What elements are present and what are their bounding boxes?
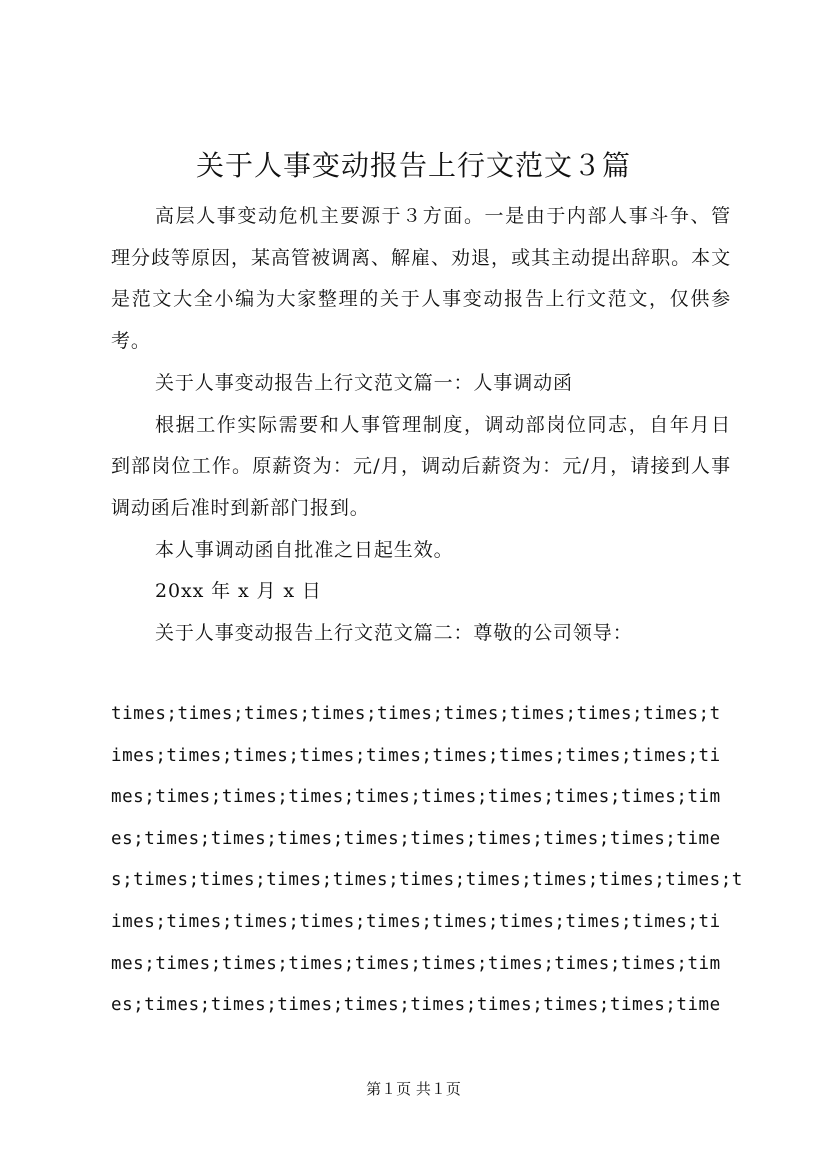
repeated-text-line: mes;times;times;times;times;times;times;times;times;tim bbox=[111, 787, 721, 808]
document-title: 关于人事变动报告上行文范文３篇 bbox=[195, 149, 631, 182]
intro-paragraph: 高层人事变动危机主要源于３方面。一是由于内部人事斗争、管理分歧等原因，某高管被调离、解雇、劝退，或其主动提出辞职。本文是范文大全小编为大家整理的关于人事变动报告上行文范文，仅供参考。 bbox=[111, 205, 731, 353]
repeated-text-line: imes;times;times;times;times;times;times;times;times;ti bbox=[111, 911, 721, 932]
section-heading-two: 关于人事变动报告上行文范文篇二：尊敬的公司领导： bbox=[155, 622, 633, 645]
repeated-text-line: es;times;times;times;times;times;times;times;times;time bbox=[111, 828, 721, 849]
document-body bbox=[111, 196, 731, 655]
transfer-paragraph: 根据工作实际需要和人事管理制度，调动部岗位同志，自年月日到部岗位工作。原薪资为：元/月，调动后薪资为：元/月，请接到人事调动函后准时到新部门报到。 bbox=[111, 413, 731, 519]
repeated-text-line: s;times;times;times;times;times;times;times;times;times;t bbox=[111, 870, 743, 891]
repeated-text-line: imes;times;times;times;times;times;times;times;times;ti bbox=[111, 745, 721, 766]
repeated-text-line: es;times;times;times;times;times;times;times;times;time bbox=[111, 995, 721, 1016]
repeated-text-block bbox=[111, 694, 751, 1027]
repeated-text-line: times;times;times;times;times;times;times;times;times;t bbox=[111, 704, 721, 724]
section-heading-one: 关于人事变动报告上行文范文篇一：人事调动函 bbox=[155, 371, 573, 394]
date-line: 20xx 年 x 月 x 日 bbox=[155, 580, 322, 603]
repeated-text-line: mes;times;times;times;times;times;times;times;times;tim bbox=[111, 953, 721, 974]
effective-paragraph: 本人事调动函自批准之日起生效。 bbox=[155, 538, 454, 561]
page-footer: 第１页 共１页 bbox=[366, 1080, 461, 1098]
